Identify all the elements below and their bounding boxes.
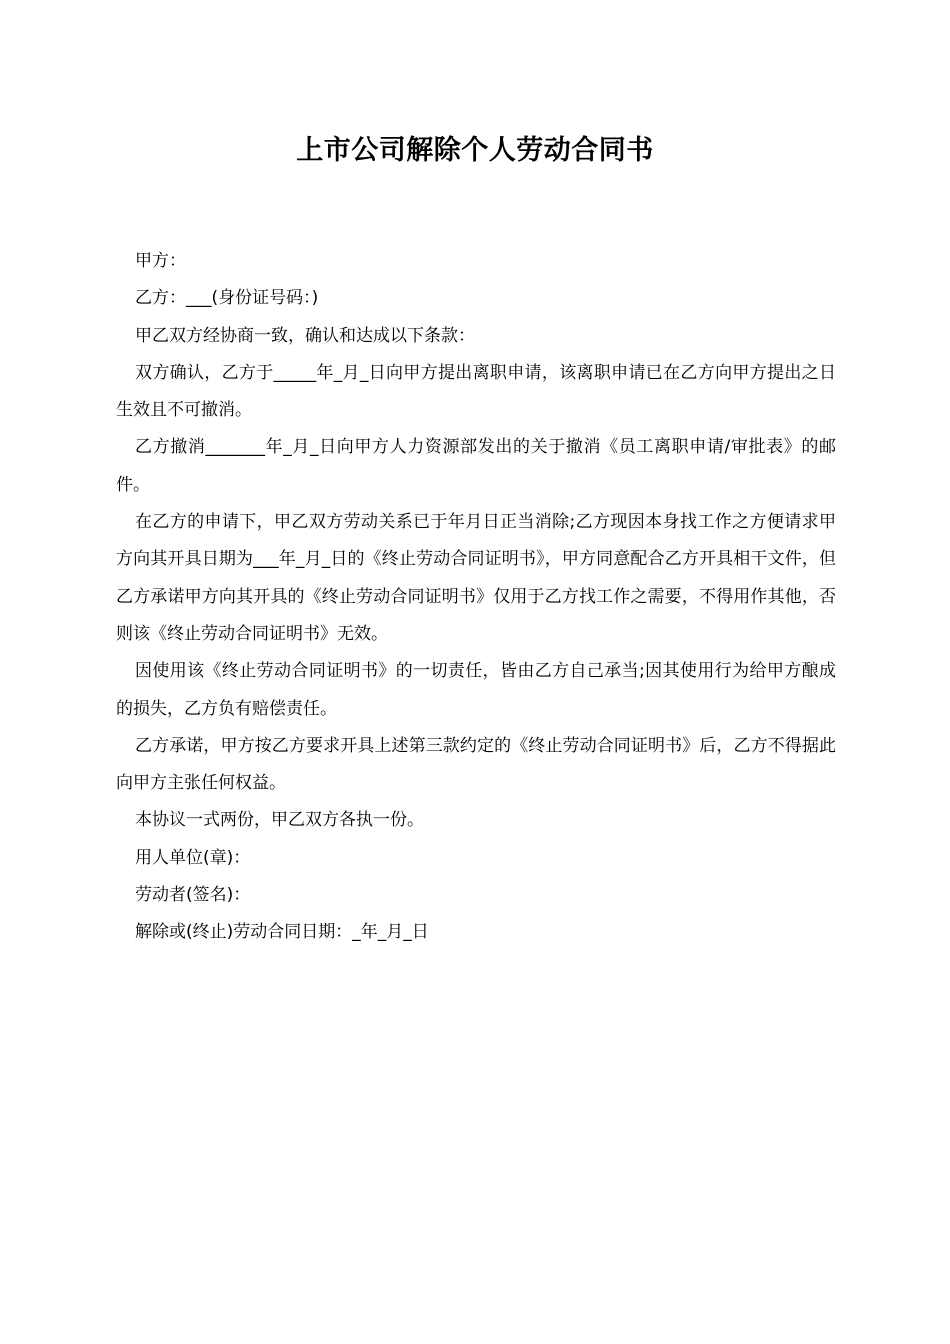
party-b-line: 乙方：___(身份证号码：): [135, 288, 319, 309]
employer-seal-line: 用人单位(章)：: [135, 847, 251, 868]
clause-no-claims: 乙方承诺，甲方按乙方要求开具上述第三款约定的《终止劳动合同证明书》后，乙方不得据此向甲方主张任何权益。: [116, 735, 836, 794]
clause-revoke-email: 乙方撤消_______年_月_日向甲方人力资源部发出的关于撤消《员工离职申请/审批表》的邮件。: [116, 437, 836, 495]
clause-termination-certificate: 在乙方的申请下，甲乙双方劳动关系已于年月日正当消除;乙方现因本身找工作之方便请求甲方向其开具日期为___年_月_日的《终止劳动合同证明书》，甲方同意配合乙方开具相干文件，但乙方承诺甲方向其开具的《终止劳动合同证明书》仅用于乙方找工作之需要，不得用作其他，否则该《终止劳动合同证明书》无效。: [116, 512, 836, 644]
employee-signature-line: 劳动者(签名)：: [135, 885, 251, 906]
document-body: [116, 243, 836, 952]
clause-resignation-confirmation: 双方确认，乙方于_____年_月_日向甲方提出离职申请，该离职申请已在乙方向甲方提出之日生效且不可撤消。: [116, 362, 836, 421]
clause-copies: 本协议一式两份，甲乙双方各执一份。: [135, 810, 424, 831]
agreement-intro: 甲乙双方经协商一致，确认和达成以下条款：: [135, 325, 475, 346]
party-a-line: 甲方：: [135, 251, 186, 271]
clause-liability: 因使用该《终止劳动合同证明书》的一切责任，皆由乙方自己承当;因其使用行为给甲方酿成的损失，乙方负有赔偿责任。: [116, 661, 836, 719]
document-title: 上市公司解除个人劳动合同书: [296, 135, 654, 166]
termination-date-line: 解除或(终止)劳动合同日期：_年_月_日: [135, 922, 429, 943]
